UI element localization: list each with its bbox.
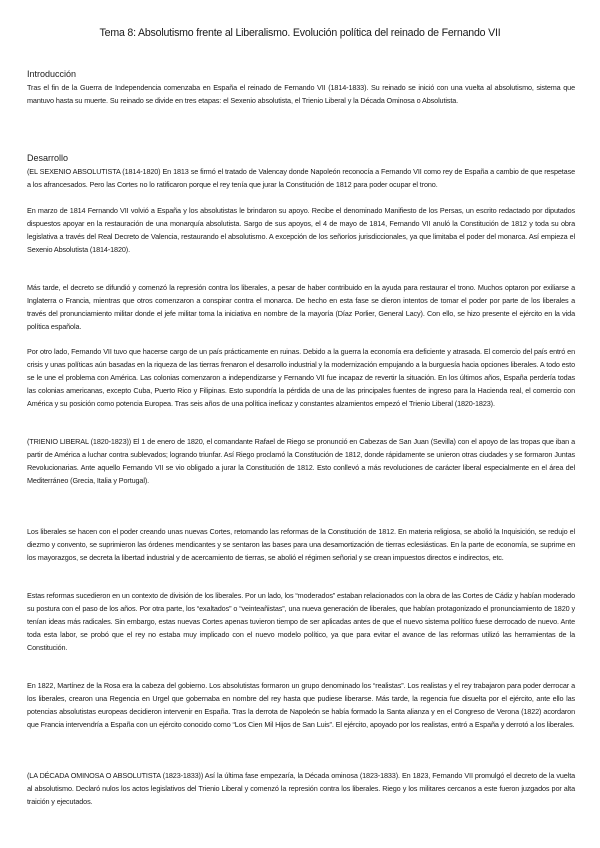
trienio-paragraph-3: Estas reformas sucedieron en un contexto de división de los liberales. Por un lado, los “moderados” estaban relacionados con la obra de las Cortes de Cádiz y habían moderado su postura con el paso de los años. Por otra parte, los “exaltados” o “veinteañistas”, una nueva generación de liberales, que habían protagonizado el pronunciamiento de 1820 y tenían ideas más radicales. Sin embargo, estas nuevas Cortes apenas tuvieron tiempo de ser aplicadas antes de que el nuevo sistema político fuese derrocado de nuevo. Ante toda esta labor, se probó que el rey no estaba muy implicado con el nuevo modelo político, ya que para evitar el avance de las reformas utilizó las herramientas de la Constitución.	[27, 591, 575, 652]
trienio-paragraph-1: (TRIENIO LIBERAL (1820-1823)) El 1 de enero de 1820, el comandante Rafael de Riego se pronunció en Cabezas de San Juan (Sevilla) con el apoyo de las tropas que iban a partir de América a luchar contra sublevados; logrando triunfar. Así Riego proclamó la Constitución de 1812, donde rápidamente se unieron otras ciudades y se formaron Juntas Revolucionarias. Ante aquello Fernando VII se vio obligado a jurar la Constitución de 1812. Esto conllevó a más revoluciones de carácter liberal especialmente en el área del Mediterráneo (Grecia, Italia y Portugal).	[27, 437, 575, 485]
development-heading: Desarrollo	[27, 153, 69, 163]
sexenio-paragraph-3: Más tarde, el decreto se difundió y comenzó la represión contra los liberales, a pesar de haber contribuido en la ayuda para restaurar el trono. Muchos optaron por exiliarse a Inglaterra o Francia, mientras que otros comenzaron a conspirar contra el monarca. De hecho en esta fase se dieron intentos de tomar el poder por parte de los liberales a través del pronunciamiento militar donde el jefe militar toma la iniciativa en nombre de la mayoría (Díaz Porlier, General Lacy). Con ello, se hizo presente el ejército en la vida política española.	[27, 283, 575, 331]
intro-paragraph: Tras el fin de la Guerra de Independencia comenzaba en España el reinado de Fernando VII (1814-1833). Su reinado se inició con una vuelta al absolutismo, sistema que mantuvo hasta su muerte. Su reinado se divide en tres etapas: el Sexenio absolutista, el Trienio Liberal y la Década Ominosa o Absolutista.	[27, 83, 575, 105]
decada-paragraph-1: (LA DÉCADA OMINOSA O ABSOLUTISTA (1823-1833)) Así la última fase empezaría, la Década ominosa (1823-1833). En 1823, Fernando VII promulgó el decreto de la vuelta al absolutismo. Declaró nulos los actos legislativos del Trienio Liberal y comenzó la represión contra los liberales. Riego y los militares cercanos a este fueron juzgados por alta traición y ejecutados.	[27, 771, 575, 806]
intro-heading: Introducción	[27, 69, 77, 79]
document-title: Tema 8: Absolutismo frente al Liberalismo. Evolución política del reinado de Fernando VII	[99, 27, 501, 39]
trienio-paragraph-4: En 1822, Martínez de la Rosa era la cabeza del gobierno. Los absolutistas formaron un grupo denominado los “realistas”. Los realistas y el rey trabajaron para poder derrocar a los liberales, crearon una Regencia en Urgel que gobernaba en nombre del rey hasta que pudiese liberarse. Más tarde, la regencia fue disuelta por el ejército, ante ello las potencias absolutistas europeas decidieron intervenir en España. Tras la derrota de Napoleón se había formado la Santa alianza y en el Congreso de Verona (1822) acordaron que Francia intervendría a España con un ejército conocido como “Los Cien Mil Hijos de San Luis”. El ejército, apoyado por los realistas, entró a España y derrotó a los liberales.	[27, 681, 575, 729]
sexenio-paragraph-2: En marzo de 1814 Fernando VII volvió a España y los absolutistas le brindaron su apoyo. Recibe el denominado Manifiesto de los Persas, un escrito redactado por diputados dispuestos apoyar en la restauración de una monarquía absolutista. Sargo de sus apoyos, el 4 de mayo de 1814, Fernando VII anuló la Constitución de 1812 y toda su obra legislativa a través del Real Decreto de Valencia, restaurando el absolutismo. A excepción de los señoríos jurisdiccionales, ya que limitaba el poder del monarca. Así empieza el Sexenio Absolutista (1814-1820).	[27, 206, 575, 254]
sexenio-paragraph-4: Por otro lado, Fernando VII tuvo que hacerse cargo de un país prácticamente en ruinas. Debido a la guerra la economía era deficiente y atrasada. El comercio del país entró en crisis y unas políticas aún basadas en la riqueza de las tierras frenaron el desarrollo industrial y la modernización empujando a la burguesía hacia opciones liberales. A todo esto se le une el problema con América. Las colonias comenzaron a independizarse y Fernando VII fue incapaz de revertir la situación. En los últimos años, España perdería todas las colonias americanas, excepto Cuba, Puerto Rico y Filipinas. Esto supondría la pérdida de una de las principales fuentes de ingreso para la Hacienda real, el comercio con América y su posición como potencia Europea. Tras seis años de una política ineficaz y constantes alzamientos empezó el Trienio Liberal (1820-1823).	[27, 347, 575, 408]
trienio-paragraph-2: Los liberales se hacen con el poder creando unas nuevas Cortes, retomando las reformas de la Constitución de 1812. En materia religiosa, se abolió la Inquisición, se redujo el diezmo y convento, se suprimieron las órdenes mendicantes y se sentaron las bases para una desamortización de tierras eclesiásticas. En la parte de economía, se suprime en los mayorazgos, se decreta la libertad industrial y de acercamiento de tierras, se abolió el régimen señorial y se crean impuestos directos e indirectos, etc.	[27, 527, 575, 562]
sexenio-paragraph-1: (EL SEXENIO ABSOLUTISTA (1814-1820) En 1813 se firmó el tratado de Valencay donde Napoleón reconocía a Fernando VII como rey de España a cambio de que respetase a los afrancesados. Pero las Cortes no lo ratificaron porque el rey tenía que jurar la Constitución de 1812 para poder ocupar el trono.	[27, 167, 575, 189]
